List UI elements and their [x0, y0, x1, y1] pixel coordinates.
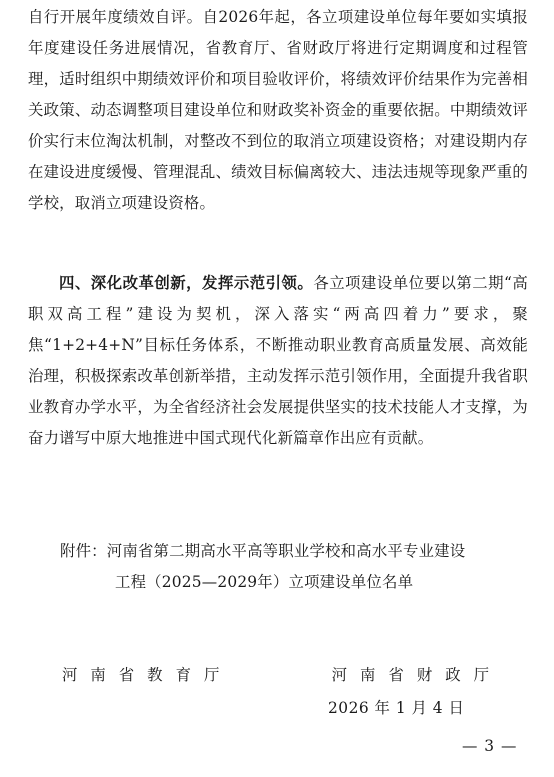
section-4-body: 各立项建设单位要以第二期“高职双高工程”建设为契机，深入落实“两高四着力”要求，聚焦“1+2+4+N”目标任务体系，不断推动职业教育高质量发展、高效能治理，积极探索改革创新举措，主动发挥示范引领作用，全面提升我省职业教育办学水平，为全省经济社会发展提供坚实的技术技能人才支撑，为奋力谱写中原大地推进中国式现代化新篇章作出应有贡献。: [28, 274, 529, 447]
signature-block: [62, 660, 502, 691]
attachment-line-1: 附件：河南省第二期高水平高等职业学校和高水平专业建设: [60, 542, 466, 560]
signer-education-department: 河南省教育厅: [62, 666, 233, 684]
signer-finance-department: 河南省财政厅: [331, 666, 502, 684]
attachment-line-2: 工程（2025—2029年）立项建设单位名单: [115, 573, 414, 591]
page-number: — 3 —: [462, 737, 518, 755]
issue-date: 2026 年 1 月 4 日: [328, 699, 465, 717]
paragraph-section-4: [28, 268, 528, 454]
paragraph-performance-evaluation: 自行开展年度绩效自评。自2026年起，各立项建设单位每年要如实填报年度建设任务进展情况，省教育厅、省财政厅将进行定期调度和过程管理，适时组织中期绩效评价和项目验收评价，将绩效评价结果作为完善相关政策、动态调整项目建设单位和财政奖补资金的重要依据。中期绩效评价实行末位淘汰机制，对整改不到位的取消立项建设资格；对建设期内存在建设进度缓慢、管理混乱、绩效目标偏离较大、违法违规等现象严重的学校，取消立项建设资格。: [28, 8, 528, 212]
section-4-heading: 四、深化改革创新，发挥示范引领。: [59, 274, 314, 292]
attachment-note: [60, 536, 530, 598]
